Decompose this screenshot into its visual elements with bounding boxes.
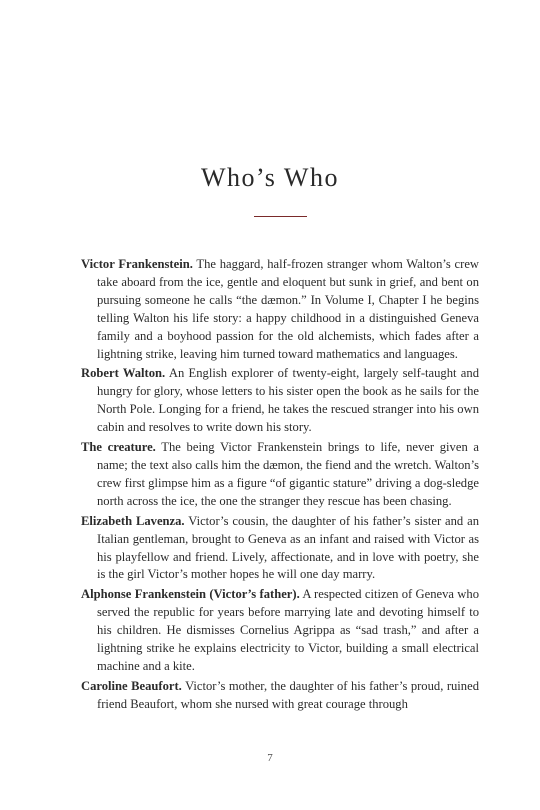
entry-description: The being Victor Frankenstein brings to life, never given a name; the text also calls him the dæmon, the fiend and the wretch. Walton’s crew first glimpse him as a figure “of gigantic stature” driving a dog-sledge north across the ice, the one the stranger they rescue has been chasing. — [97, 440, 480, 508]
entry-name: Alphonse Frankenstein (Victor’s father). — [81, 587, 300, 602]
entry-name: The creature. — [81, 440, 156, 455]
entry-name: Elizabeth Lavenza. — [81, 513, 185, 528]
entry-name: Robert Walton. — [81, 366, 166, 381]
page-title: Who’s Who — [201, 163, 339, 192]
character-list — [81, 256, 479, 716]
entry-caroline-beaufort — [81, 678, 479, 714]
entry-description: Victor’s mother, the daughter of his father’s proud, ruined friend Beaufort, whom she nursed with great courage through — [97, 678, 479, 711]
entry-alphonse-frankenstein — [81, 586, 479, 676]
entry-description: Victor’s cousin, the daughter of his father’s sister and an Italian gentleman, brought to Geneva as an infant and raised with Victor as his playfellow and friend. Lively, affectionate, and in love with poetry, she is the girl Victor’s mother hopes he will one day marry. — [97, 513, 479, 582]
entry-description: A respected citizen of Geneva who served the republic for years before marrying late and devoting himself to his children. He dismisses Cornelius Agrippa as “sad trash,” and after a lightning strike he explains electricity to Victor, building a small electrical machine and a kite. — [97, 587, 479, 673]
entry-name: Victor Frankenstein. — [81, 257, 193, 271]
entry-description: The haggard, half-frozen stranger whom Walton’s crew take aboard from the ice, gentle and eloquent but sunk in grief, and bent on pursuing someone he calls “the dæmon.” In Volume I, Chapter I he begins telling Walton his life story: a happy childhood in a distinguished Geneva family and a boyhood passion for the old alchemists, which fades after a lightning strike, leaving him turned toward mathematics and languages. — [97, 257, 480, 361]
entry-victor-frankenstein — [81, 256, 479, 363]
entry-elizabeth-lavenza — [81, 513, 479, 585]
entry-the-creature — [81, 439, 479, 511]
entry-robert-walton — [81, 365, 479, 437]
page-number: 7 — [267, 752, 273, 764]
entry-name: Caroline Beaufort. — [81, 678, 182, 693]
title-divider — [254, 216, 307, 217]
entry-description: An English explorer of twenty-eight, largely self-taught and hungry for glory, whose letters to his sister open the book as he sails for the North Pole. Longing for a friend, he takes the rescued stranger into his own cabin and resolves to write down his story. — [97, 366, 479, 435]
